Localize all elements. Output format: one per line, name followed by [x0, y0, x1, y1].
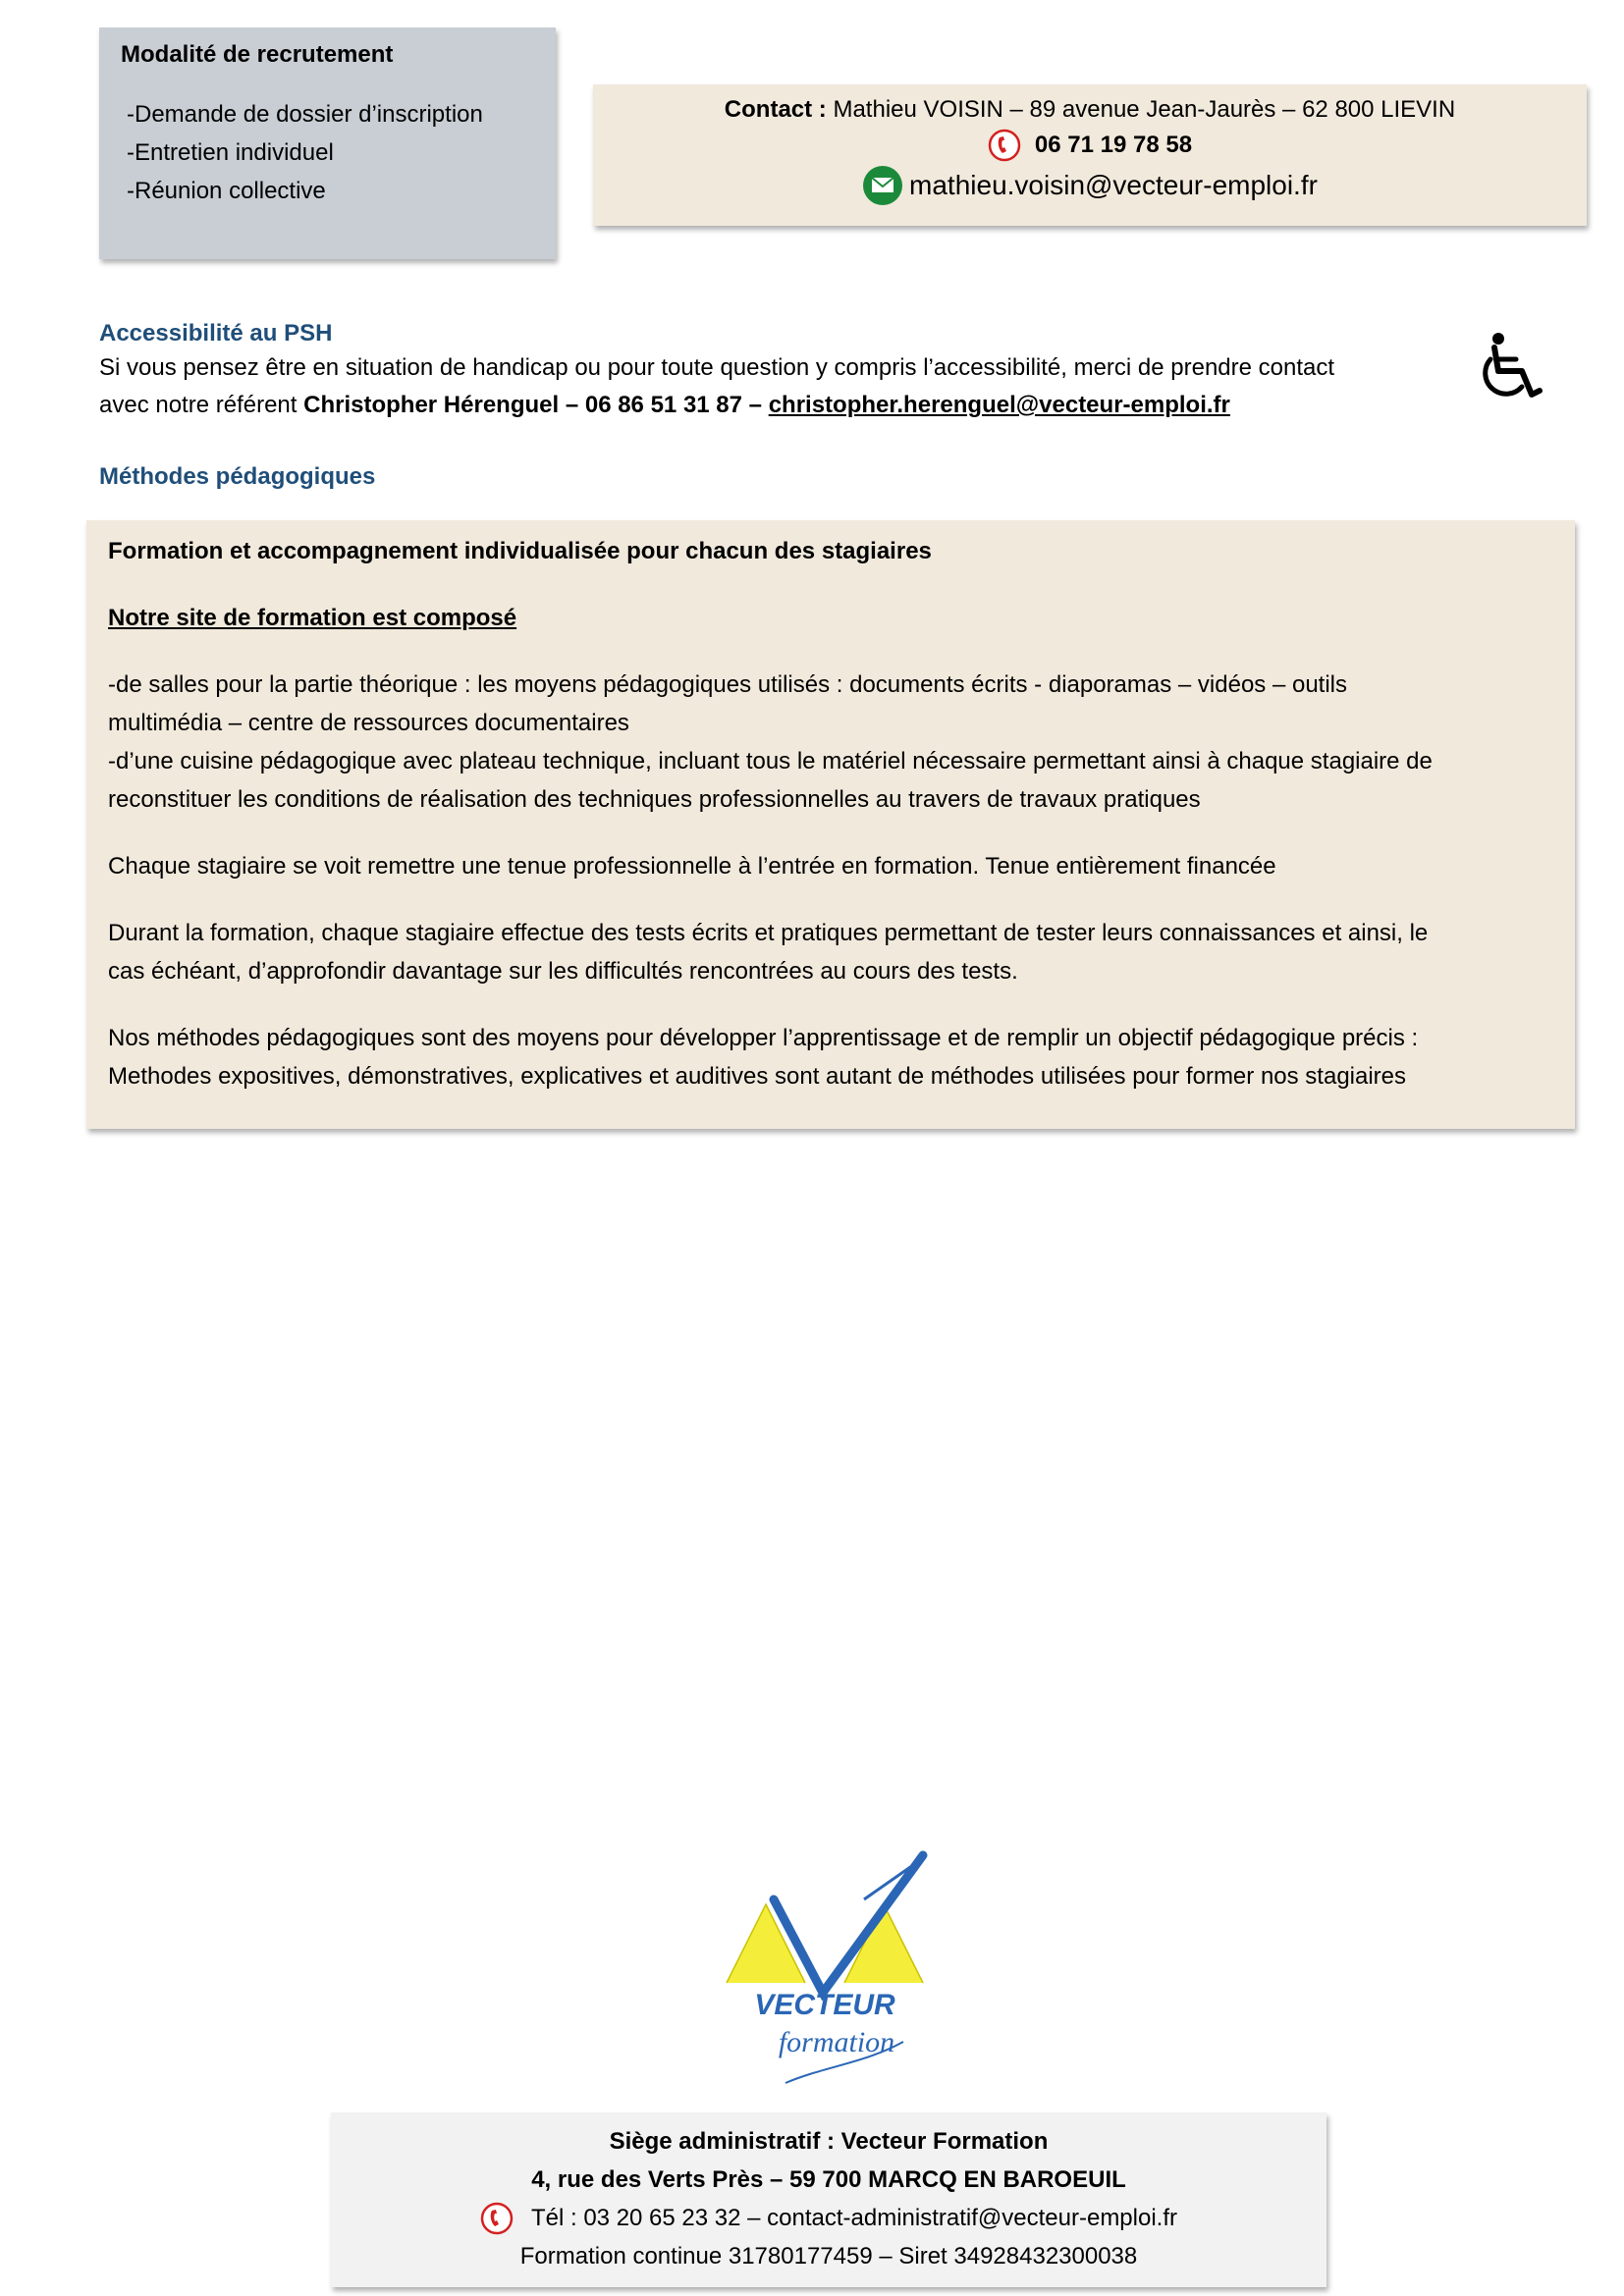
methods-box — [86, 520, 1575, 1129]
logo-text-formation: formation — [778, 2026, 895, 2058]
methods-paragraph: Chaque stagiaire se voit remettre une tenue professionnelle à l’entrée en formation. Tenue entièrement financée — [108, 853, 1276, 880]
footer-phone-email: Tél : 03 20 65 23 32 – contact-administratif@vecteur-emploi.fr — [530, 2205, 1177, 2231]
referent-prefix: avec notre référent — [99, 392, 304, 418]
contact-box — [593, 84, 1587, 226]
accessibility-title: Accessibilité au PSH — [99, 320, 333, 347]
methods-paragraph: -d’une cuisine pédagogique avec plateau technique, incluant tous le matériel nécessaire permettant ainsi à chaque stagiaire de — [108, 748, 1433, 774]
contact-email-line — [593, 165, 1587, 206]
recruitment-box — [99, 27, 556, 259]
vecteur-formation-logo — [717, 1845, 933, 2091]
methods-paragraph: cas échéant, d’approfondir davantage sur les difficultés rencontrées au cours des tests. — [108, 958, 1018, 985]
contact-email[interactable]: mathieu.voisin@vecteur-emploi.fr — [909, 170, 1318, 200]
footer-address: 4, rue des Verts Près – 59 700 MARCQ EN BAROEUIL — [531, 2166, 1126, 2193]
contact-address: Mathieu VOISIN – 89 avenue Jean-Jaurès – 62 800 LIEVIN — [826, 96, 1456, 123]
referent-email-link[interactable]: christopher.herenguel@vecteur-emploi.fr — [768, 392, 1230, 418]
contact-label: Contact : — [724, 96, 827, 123]
recruitment-item: -Réunion collective — [127, 178, 326, 204]
accessibility-referent-line — [99, 387, 1474, 424]
footer-contact-line — [331, 2199, 1326, 2237]
methods-paragraph: multimédia – centre de ressources documentaires — [108, 710, 629, 736]
wheelchair-icon — [1473, 330, 1549, 406]
email-icon — [862, 165, 903, 206]
contact-phone-line — [593, 126, 1587, 165]
recruitment-item: -Demande de dossier d’inscription — [127, 101, 483, 128]
methods-subheading: Notre site de formation est composé — [108, 605, 517, 631]
methods-paragraph: Methodes expositives, démonstratives, explicatives et auditives sont autant de méthodes utilisées pour former nos stagiaires — [108, 1063, 1407, 1090]
methods-paragraph: Nos méthodes pédagogiques sont des moyens pour développer l’apprentissage et de remplir un objectif pédagogique précis : — [108, 1025, 1419, 1051]
footer-headquarters: Siège administratif : Vecteur Formation — [609, 2128, 1049, 2155]
methods-heading: Formation et accompagnement individualisée pour chacun des stagiaires — [108, 538, 932, 564]
footer-box — [331, 2112, 1326, 2287]
methods-paragraph: reconstituer les conditions de réalisation des techniques professionnelles au travers de travaux pratiques — [108, 786, 1201, 813]
methods-title: Méthodes pédagogiques — [99, 463, 376, 490]
phone-icon — [988, 129, 1021, 162]
logo-text-vecteur: VECTEUR — [754, 1989, 895, 2021]
contact-phone[interactable]: 06 71 19 78 58 — [1034, 132, 1193, 158]
methods-paragraph: -de salles pour la partie théorique : les moyens pédagogiques utilisés : documents écrits - diaporamas – vidéos – outils — [108, 671, 1348, 698]
recruitment-title: Modalité de recrutement — [121, 41, 394, 68]
contact-address-line — [593, 94, 1587, 126]
methods-paragraph: Durant la formation, chaque stagiaire effectue des tests écrits et pratiques permettant de tester leurs connaissances et ainsi, le — [108, 920, 1429, 946]
referent-name-phone: Christopher Hérenguel – 06 86 51 31 87 – — [303, 392, 769, 418]
footer-registration: Formation continue 31780177459 – Siret 34928432300038 — [519, 2243, 1138, 2269]
accessibility-section — [99, 318, 1474, 424]
accessibility-text: Si vous pensez être en situation de handicap ou pour toute question y compris l’accessibilité, merci de prendre contact — [99, 354, 1335, 381]
recruitment-item: -Entretien individuel — [127, 139, 334, 166]
phone-icon — [480, 2202, 514, 2235]
